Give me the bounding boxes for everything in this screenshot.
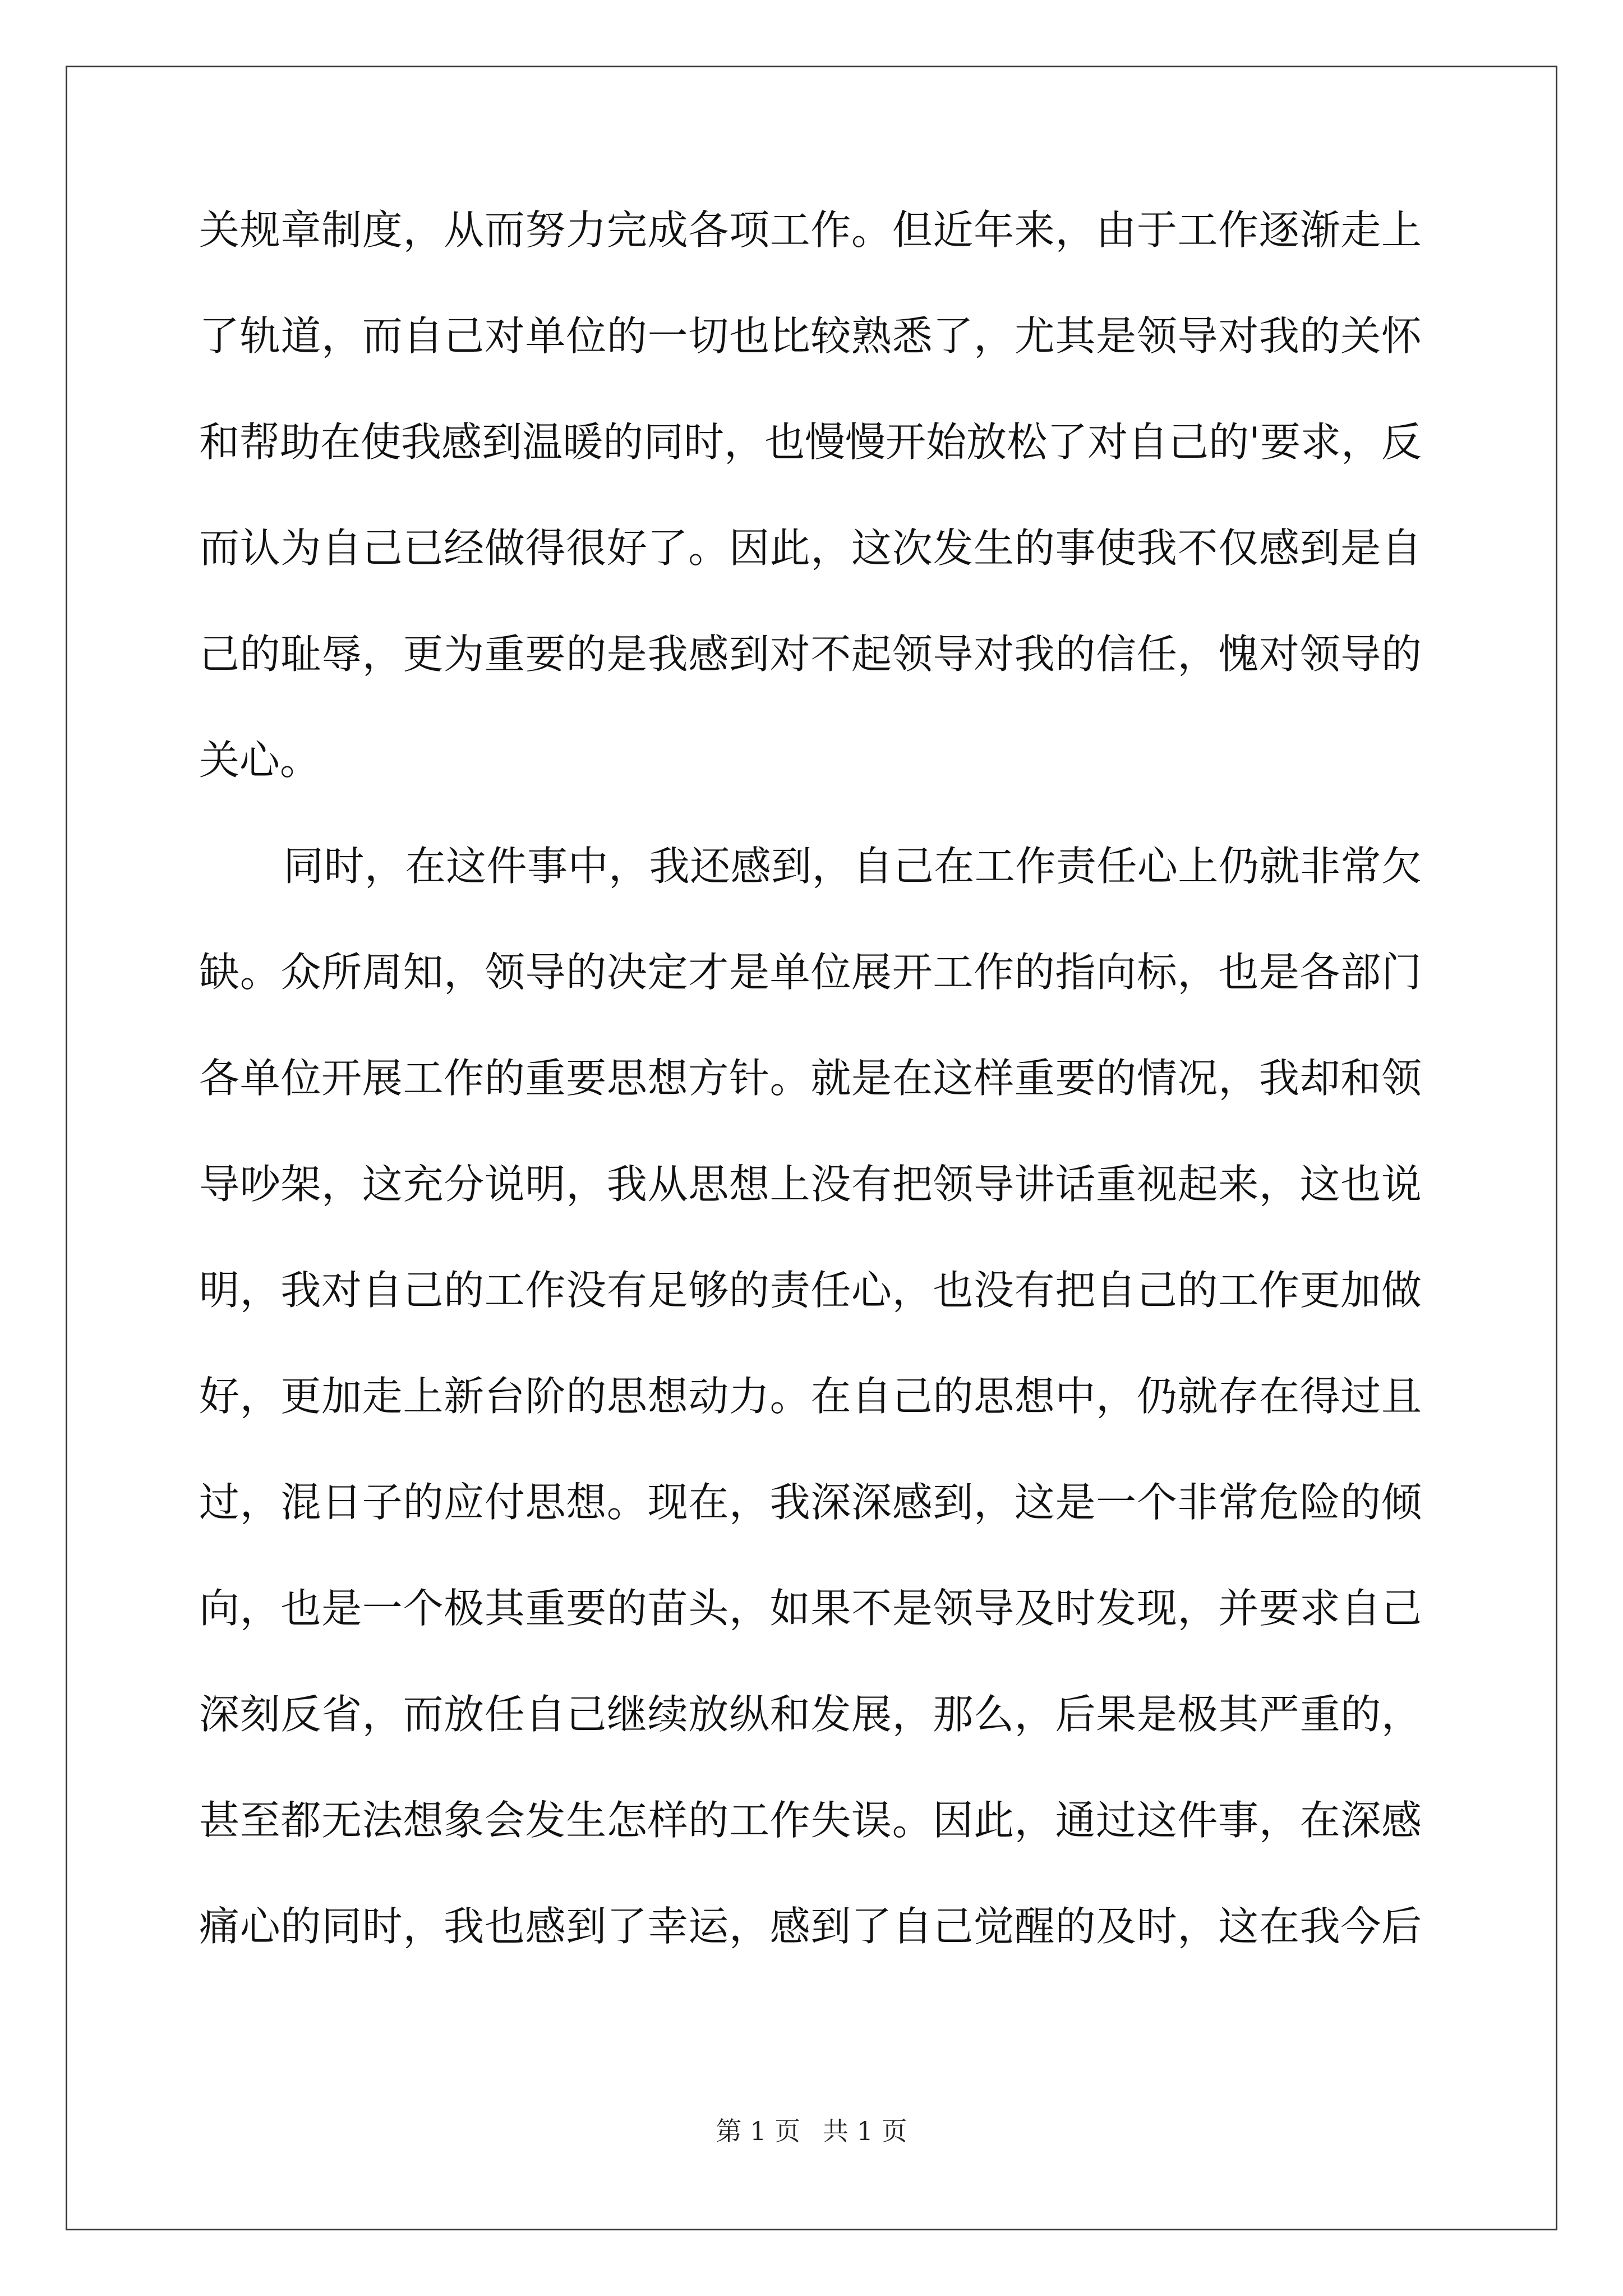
page-number: 第 1 页 [716,2116,800,2146]
text-line: 缺。众所周知，领导的决定才是单位展开工作的指向标，也是各部门 [199,949,1422,996]
text-line: 关心。 [199,737,321,784]
text-line: 了轨道，而自己对单位的一切也比较熟悉了，尤其是领导对我的关怀 [199,312,1422,360]
text-line: 己的耻辱，更为重要的是我感到对不起领导对我的信任，愧对领导的 [199,631,1422,678]
paragraph-start-line: 同时，在这件事中，我还感到，自己在工作责任心上仍就非常欠 [283,843,1422,890]
text-line: 和帮助在使我感到温暖的同时，也慢慢开始放松了对自己的'要求，反 [199,418,1422,466]
text-line: 过，混日子的应付思想。现在，我深深感到，这是一个非常危险的倾 [199,1479,1422,1526]
page-total: 共 1 页 [823,2116,907,2146]
text-line: 明，我对自己的工作没有足够的责任心，也没有把自己的工作更加做 [199,1267,1422,1314]
text-line: 导吵架，这充分说明，我从思想上没有把领导讲话重视起来，这也说 [199,1161,1422,1208]
text-line: 痛心的同时，我也感到了幸运，感到了自己觉醒的及时，这在我今后 [199,1903,1422,1950]
text-line: 深刻反省，而放任自己继续放纵和发展，那么，后果是极其严重的， [199,1691,1422,1738]
text-line: 甚至都无法想象会发生怎样的工作失误。因此，通过这件事，在深感 [199,1797,1422,1844]
text-line: 各单位开展工作的重要思想方针。就是在这样重要的情况，我却和领 [199,1055,1422,1102]
document-body [199,206,1422,2012]
page-footer [0,2111,1623,2148]
text-line: 向，也是一个极其重要的苗头，如果不是领导及时发现，并要求自己 [199,1585,1422,1632]
text-line: 而认为自己已经做得很好了。因此，这次发生的事使我不仅感到是自 [199,524,1422,572]
text-line: 关规章制度，从而努力完成各项工作。但近年来，由于工作逐渐走上 [199,206,1422,254]
text-line: 好，更加走上新台阶的思想动力。在自己的思想中，仍就存在得过且 [199,1373,1422,1420]
